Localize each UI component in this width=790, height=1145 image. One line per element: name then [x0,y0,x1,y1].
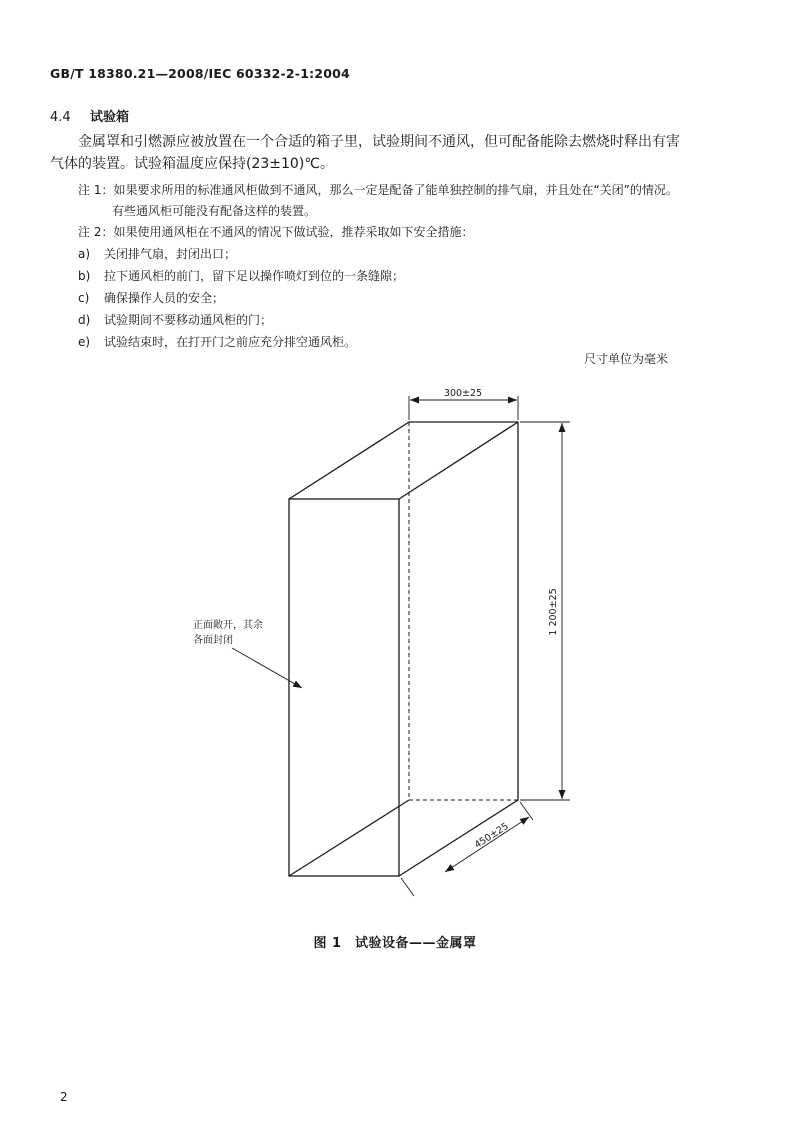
hood-hidden-edges [409,422,518,800]
hood-outline [289,422,518,876]
measure-label: b) [78,269,91,283]
height-dimension [520,422,570,800]
measure-text: 关闭排气扇，封闭出口； [104,247,237,261]
note-2: 注 2：如果使用通风柜在不通风的情况下做试验，推荐采取如下安全措施： [78,225,474,239]
measure-label: e) [78,335,91,349]
hood-front-face [289,499,399,876]
measure-text: 拉下通风柜的前门，留下足以操作喷灯到位的一条缝隙； [104,269,405,283]
height-dimension-label: 1 200±25 [548,588,559,636]
standard-code-header: GB/T 18380.21—2008/IEC 60332-2-1:2004 [50,66,350,81]
dimension-unit-note: 尺寸单位为毫米 [584,352,669,366]
hood-top-edge [399,422,518,499]
measure-label: d) [78,313,91,327]
section-title: 试验箱 [90,110,130,125]
note-1-line1: 注 1：如果要求所用的标准通风柜做到不通风，那么一定是配备了能单独控制的排气扇，并且处在“关闭”的情况。 [78,183,678,197]
depth-dimension [401,802,533,896]
figure-caption: 图 1 试验设备——金属罩 [313,936,477,951]
depth-dimension-label: 450±25 [472,820,511,851]
measure-text: 试验期间不要移动通风柜的门； [104,313,273,327]
measure-text: 试验结束时，在打开门之前应充分排空通风柜。 [104,335,357,349]
open-front-label-line2: 各面封闭 [193,635,233,646]
open-front-label-line1: 正面敞开，其余 [193,620,263,631]
body-paragraph-line1: 金属罩和引燃源应被放置在一个合适的箱子里，试验期间不通风，但可配备能除去燃烧时释出有害 [78,134,680,150]
hood-bottom-diagonal [289,800,409,876]
width-dimension-label: 300±25 [443,388,483,399]
width-dimension [409,396,518,420]
measure-label: c) [78,291,90,305]
open-front-leader-arrow [232,648,302,688]
body-paragraph-line2: 气体的装置。试验箱温度应保持(23±10)℃。 [50,156,335,172]
note-1-line2: 有些通风柜可能没有配备这样的装置。 [112,204,317,218]
measure-label: a) [78,247,91,261]
hood-back-edges [289,422,518,876]
measure-text: 确保操作人员的安全； [104,291,225,305]
section-number: 4.4 [50,110,71,125]
page-number: 2 [60,1090,68,1104]
